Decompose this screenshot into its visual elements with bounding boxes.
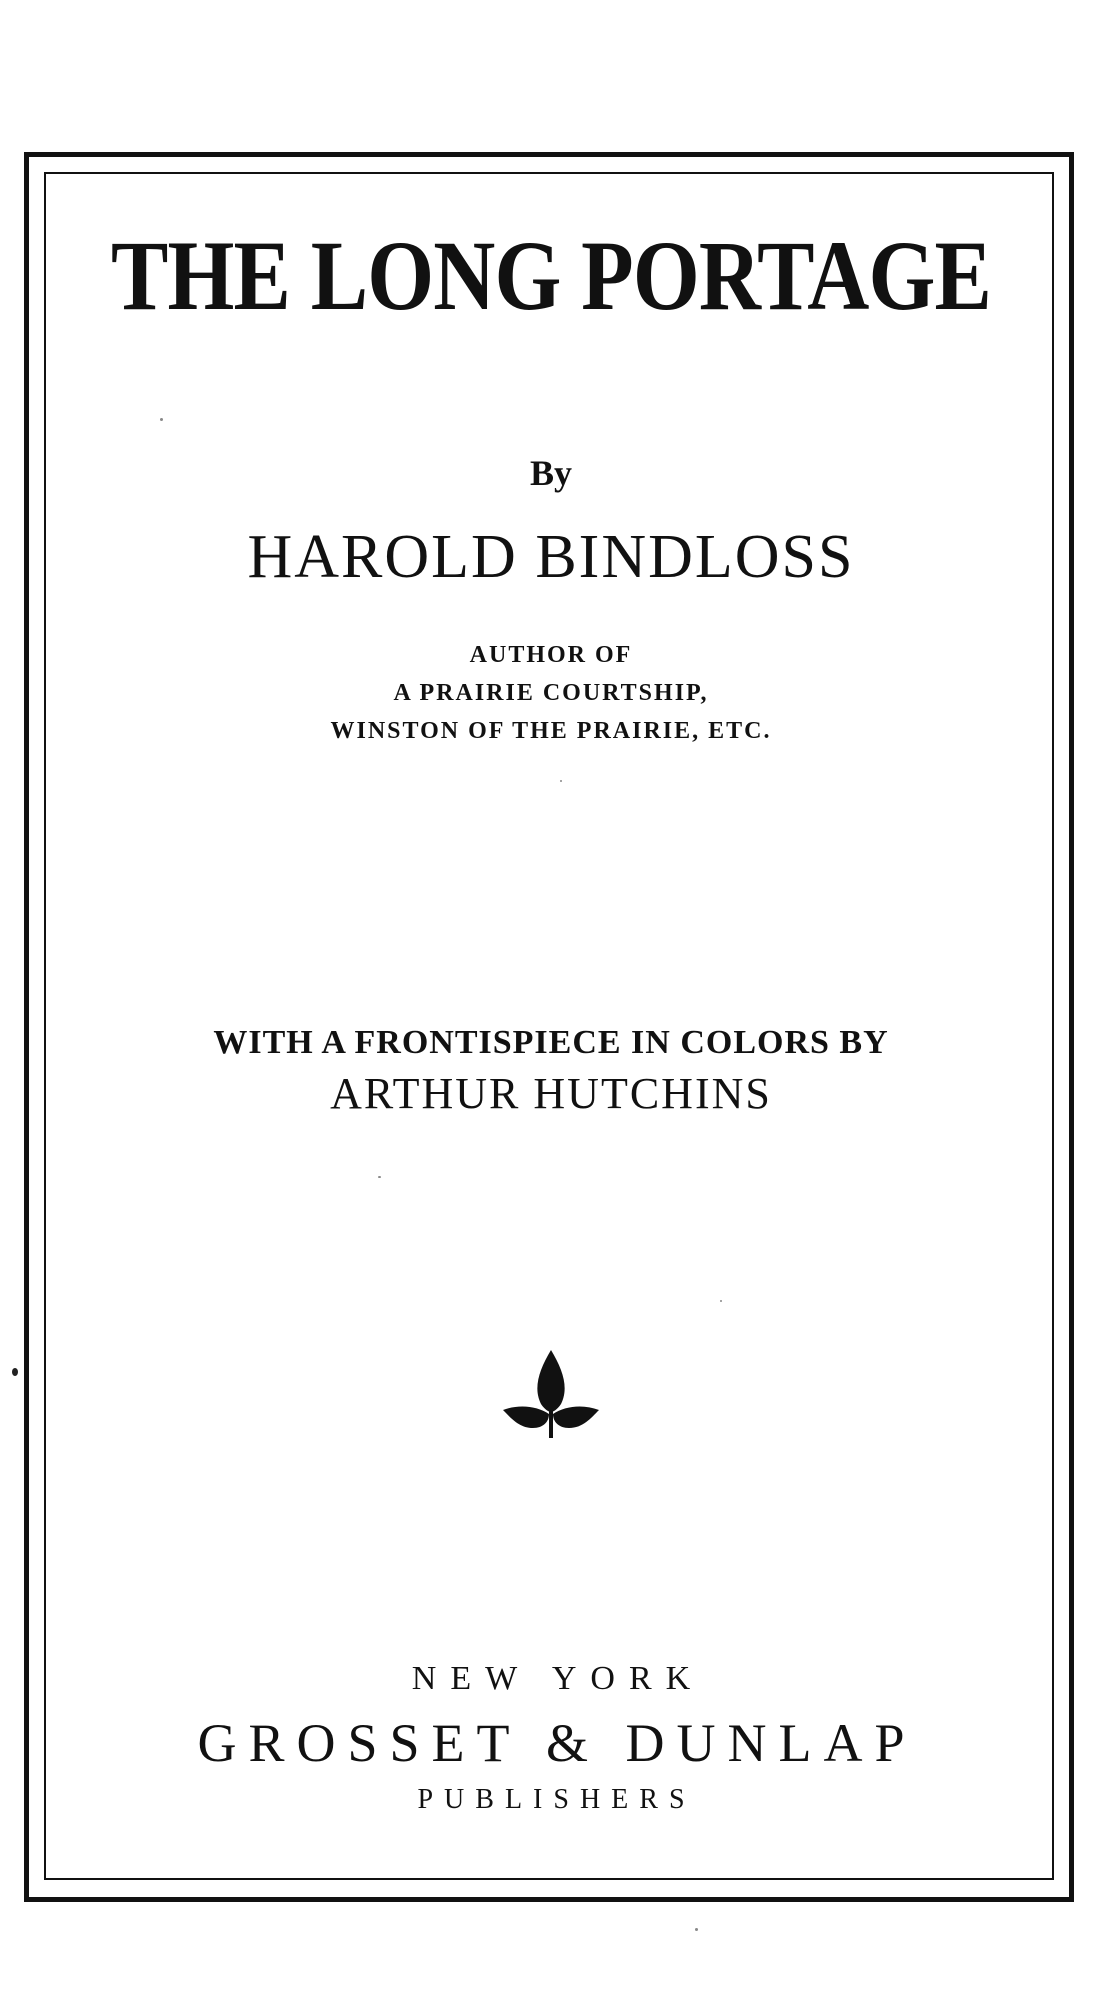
author-of-label: AUTHOR OF (469, 642, 633, 668)
book-title: THE LONG PORTAGE (111, 220, 991, 331)
scan-speck (378, 1176, 381, 1178)
scan-speck (560, 780, 562, 782)
scan-speck (720, 1300, 722, 1302)
scan-speck (160, 418, 163, 421)
other-work-1: A PRAIRIE COURTSHIP, (393, 680, 709, 706)
leaf-ornament-icon (497, 1348, 605, 1440)
publisher-name: GROSSET & DUNLAP (197, 1713, 917, 1773)
author-name: HAROLD BINDLOSS (247, 523, 855, 591)
other-work-2: WINSTON OF THE PRAIRIE, ETC. (330, 718, 772, 744)
frontispiece-credit: WITH A FRONTISPIECE IN COLORS BY (213, 1024, 889, 1061)
illustrator-name: ARTHUR HUTCHINS (330, 1069, 772, 1118)
scan-speck (695, 1928, 698, 1931)
publisher-city: NEW YORK (411, 1660, 705, 1697)
publishers-label: PUBLISHERS (417, 1784, 696, 1815)
by-line: By (529, 453, 572, 493)
scan-speck (12, 1368, 18, 1376)
